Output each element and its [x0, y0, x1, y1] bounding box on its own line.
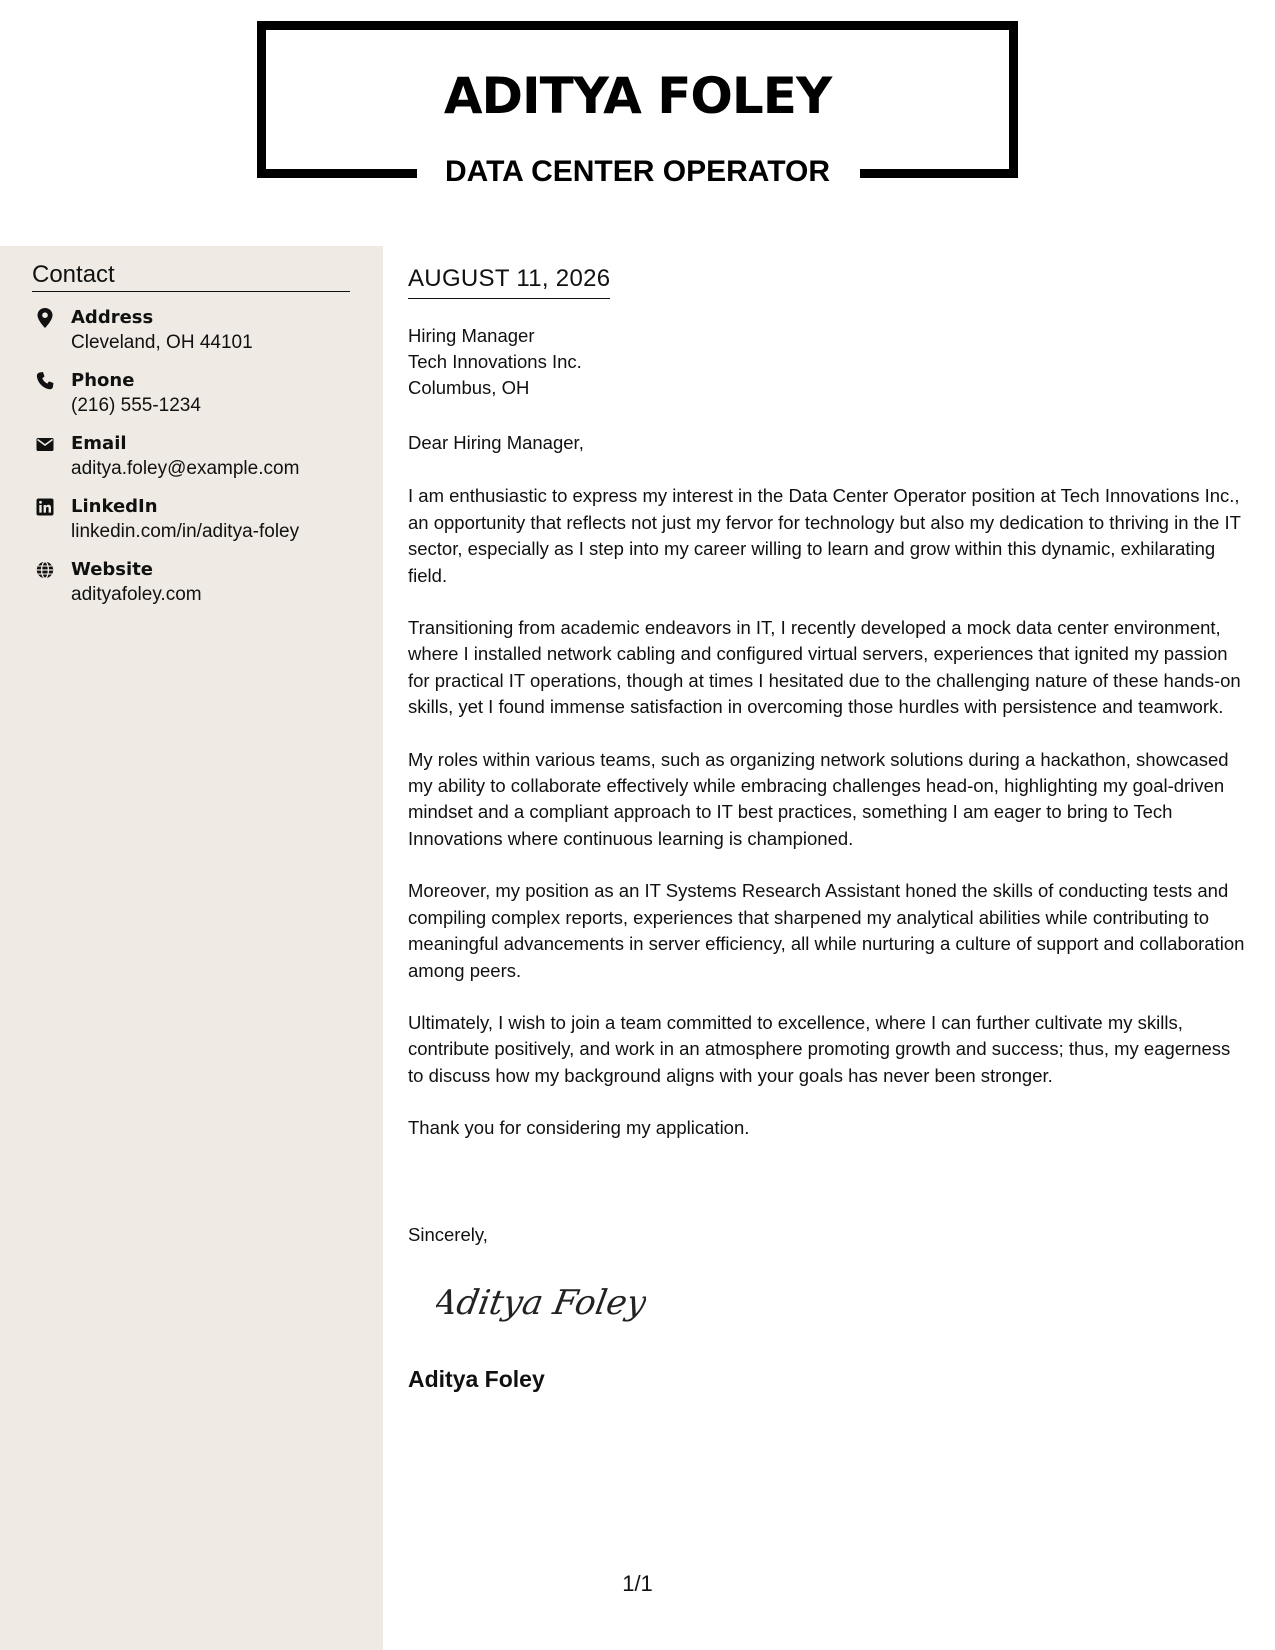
letter-body	[408, 430, 1248, 1168]
letter-date: AUGUST 11, 2026	[408, 264, 610, 299]
body-paragraph: My roles within various teams, such as organizing network solutions during a hackathon, showcased my ability to collaborate effectively while embracing challenges head-on, highlighting my goal-driven mindset and a compliant approach to IT best practices, something I am eager to bring to Tech Innovations where continuous learning is championed.	[408, 748, 1229, 849]
linkedin-icon	[36, 497, 54, 517]
contact-item-linkedin	[32, 495, 372, 547]
contact-item-phone	[32, 369, 372, 421]
thank-you-line: Thank you for considering my application.	[408, 1117, 750, 1139]
recipient-line: Columbus, OH	[408, 377, 530, 398]
body-paragraph: Ultimately, I wish to join a team committed to excellence, where I can further cultivate my skills, contribute positively, and work in an atmosphere promoting growth and success; thus, my eagerness to discuss how my background aligns with your goals has never been stronger.	[408, 1011, 1231, 1086]
salutation: Dear Hiring Manager,	[408, 432, 584, 453]
signed-name: Aditya Foley	[408, 1366, 545, 1392]
linkedin-link[interactable]: linkedin.com/in/aditya-foley	[71, 521, 300, 542]
contact-item-website	[32, 558, 372, 610]
closing: Sincerely,	[408, 1224, 488, 1245]
email-label: Email	[71, 433, 127, 454]
body-paragraph: Transitioning from academic endeavors in IT, I recently developed a mock data center environment, where I installed network cabling and configured virtual servers, experiences that ignited my passion for practical IT operations, though at times I hesitated due to the challenging nature of these hands-on skills, yet I found immense satisfaction in overcoming those hurdles with persistence and teamwork.	[408, 617, 1241, 718]
envelope-icon	[36, 434, 54, 454]
address-label: Address	[71, 307, 154, 328]
linkedin-label: LinkedIn	[71, 496, 158, 517]
globe-icon	[36, 560, 54, 580]
email-link[interactable]: aditya.foley@example.com	[71, 458, 300, 479]
body-paragraph: I am enthusiastic to express my interest in the Data Center Operator position at Tech Innovations Inc., an opportunity that reflects not just my fervor for technology but also my dedication to thriving in the IT sector, especially as I step into my career willing to learn and grow within this dynamic, exhilarating field.	[408, 485, 1241, 586]
job-title: DATA CENTER OPERATOR	[444, 155, 830, 188]
website-label: Website	[71, 559, 154, 580]
recipient-line: Hiring Manager	[408, 325, 535, 346]
recipient-line: Tech Innovations Inc.	[408, 351, 582, 372]
signature-text: Aditya Foley	[436, 1283, 646, 1323]
address-value: Cleveland, OH 44101	[71, 332, 253, 353]
contact-sidebar	[0, 246, 383, 1650]
contact-item-email	[32, 432, 372, 484]
contact-item-address	[32, 306, 372, 358]
page-number: 1/1	[622, 1571, 653, 1596]
handwritten-signature	[436, 1272, 646, 1332]
recipient-block	[408, 323, 582, 401]
applicant-name: ADITYA FOLEY	[443, 67, 832, 125]
website-link[interactable]: adityafoley.com	[71, 584, 202, 605]
phone-label: Phone	[71, 370, 135, 391]
phone-icon	[36, 371, 54, 391]
phone-value: (216) 555-1234	[71, 395, 201, 416]
contact-heading: Contact	[32, 260, 350, 292]
body-paragraph: Moreover, my position as an IT Systems Research Assistant honed the skills of conducting tests and compiling complex reports, experiences that sharpened my analytical abilities while contributing to meaningful advancements in server efficiency, all while nurturing a culture of support and collaboration among peers.	[408, 880, 1245, 981]
map-pin-icon	[36, 308, 54, 328]
